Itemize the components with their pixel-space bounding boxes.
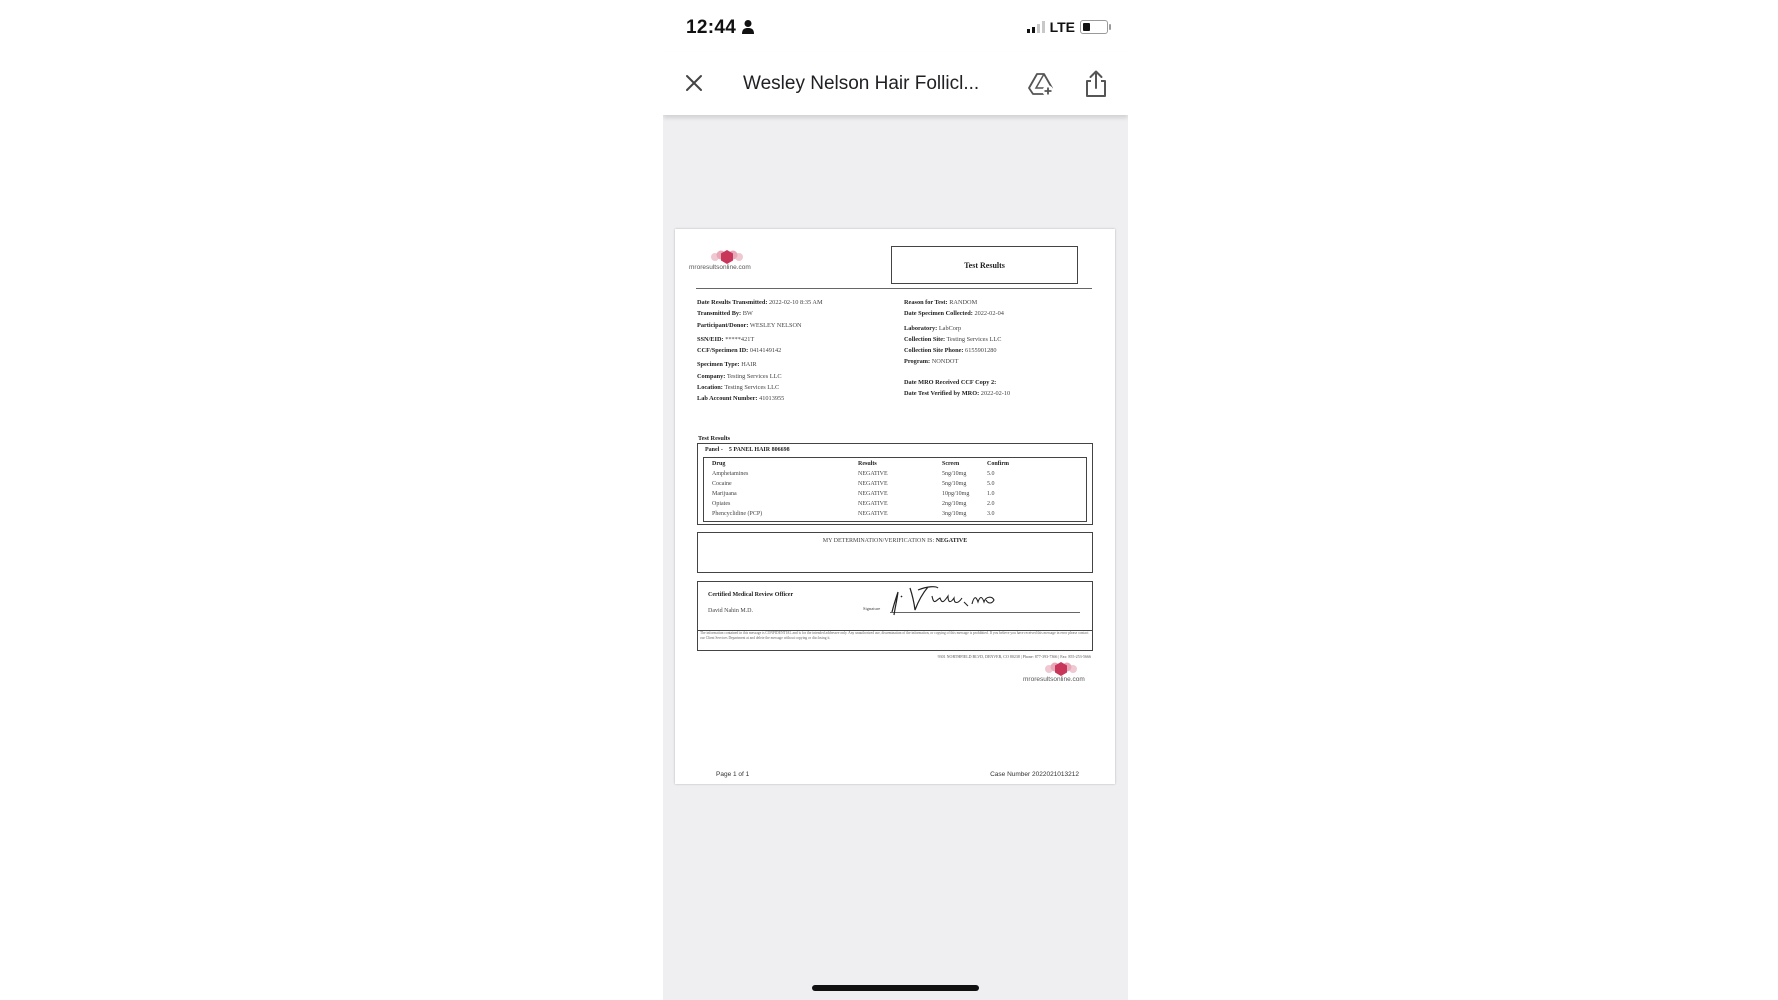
info-row: Date Test Verified by MRO: 2022-02-10 [904, 390, 1011, 398]
app-header [663, 52, 1128, 115]
results-table-box [703, 457, 1087, 522]
info-row: Laboratory: LabCorp [904, 324, 962, 332]
logo-mark-icon [707, 249, 747, 265]
info-row: Company: Testing Services LLC [697, 372, 782, 380]
right-info [904, 297, 1010, 399]
logo-mark-icon [1041, 661, 1081, 677]
mro-name: David Nahin M.D. [708, 608, 753, 614]
info-row: Date Specimen Collected: 2022-02-04 [904, 310, 1004, 318]
case-number: Case Number 2022021013212 [990, 771, 1079, 778]
home-indicator[interactable] [812, 985, 979, 991]
footer-logo [1023, 661, 1098, 687]
phone-screen [663, 0, 1128, 1000]
info-row: Program: NONDOT [904, 358, 959, 366]
left-info [697, 297, 823, 405]
determination-box [697, 532, 1093, 573]
results-table [712, 459, 1027, 519]
results-box-title: Test Results [891, 246, 1078, 284]
battery-icon [1080, 20, 1108, 34]
info-row: Location: Testing Services LLC [697, 384, 780, 392]
pdf-page [675, 229, 1115, 784]
column-header: Results [858, 461, 877, 467]
column-header: Confirm [987, 461, 1009, 467]
network-type: LTE [1049, 19, 1075, 35]
address-line: 9301 NORTHFIELD BLVD, DENVER, CO 80238 | Phone: 877-393-7366 | Fax: 855-253-5666 [937, 654, 1091, 659]
logo-text: mroresultsonline.com [689, 264, 751, 271]
table-row: Amphetamines NEGATIVE 5ng/10mg 5.0 [712, 471, 995, 477]
panel-box [697, 443, 1093, 525]
mro-box [697, 581, 1093, 631]
status-bar [663, 0, 1128, 52]
table-row: Opiates NEGATIVE 2ng/10mg 2.0 [712, 501, 995, 507]
add-to-drive-button[interactable] [1026, 69, 1056, 99]
person-icon [741, 19, 755, 35]
info-row: Transmitted By: BW [697, 310, 753, 318]
panel-label: Panel - 5 PANEL HAIR 806698 [705, 447, 790, 453]
pdf-viewer[interactable] [663, 115, 1128, 1000]
status-time: 12:44 [686, 17, 737, 38]
table-row: Phencyclidine (PCP) NEGATIVE 3ng/10mg 3.0 [712, 511, 995, 517]
column-header: Drug [712, 461, 726, 467]
logo [689, 249, 764, 275]
info-row: Collection Site Phone: 6155901280 [904, 347, 997, 355]
divider [696, 288, 1092, 289]
test-results-heading: Test Results [698, 435, 731, 442]
info-row: Lab Account Number: 41013955 [697, 395, 785, 403]
close-icon [685, 74, 703, 92]
disclaimer-text: The information contained in this message is CONFIDENTIAL and is for the intended addressee only. Any unauthorized use, dissemination of the information, or copying of this message is prohibited. If you believe you have received this message in error please contact our Client Services Department at and delete the message without copying or disclosing it. [700, 631, 1089, 640]
disclaimer-box [697, 629, 1093, 651]
document-title: Wesley Nelson Hair Follicl... [743, 73, 980, 94]
info-row: Date Results Transmitted: 2022-02-10 8:35 AM [697, 299, 823, 306]
status-indicators [1027, 18, 1108, 36]
info-row: Specimen Type: HAIR [697, 361, 757, 369]
column-header: Screen [942, 461, 960, 467]
page-number: Page 1 of 1 [716, 771, 750, 778]
determination-text: MY DETERMINATION/VERIFICATION IS: NEGATIVE [822, 538, 968, 544]
info-row: Participant/Donor: WESLEY NELSON [697, 321, 802, 329]
signature-image [888, 582, 1013, 616]
mro-title: Certified Medical Review Officer [708, 592, 794, 598]
info-row: Date MRO Received CCF Copy 2: [904, 378, 997, 386]
table-row: Cocaine NEGATIVE 5ng/10mg 5.0 [712, 481, 995, 487]
info-row: SSN/EID: *****421T [697, 335, 755, 343]
share-icon [1081, 68, 1111, 100]
share-button[interactable] [1081, 68, 1111, 100]
add-to-drive-icon [1026, 69, 1056, 99]
info-row: Collection Site: Testing Services LLC [904, 335, 1002, 343]
info-row: CCF/Specimen ID: 0414149142 [697, 347, 782, 355]
table-row: Marijuana NEGATIVE 10pg/10mg 1.0 [712, 491, 995, 497]
signature-label: Signature [863, 606, 881, 611]
info-row: Reason for Test: RANDOM [904, 299, 978, 306]
logo-text: mroresultsonline.com [1023, 676, 1085, 683]
close-button[interactable] [680, 69, 708, 97]
table-header-row [712, 459, 1027, 469]
signal-icon [1027, 21, 1045, 33]
